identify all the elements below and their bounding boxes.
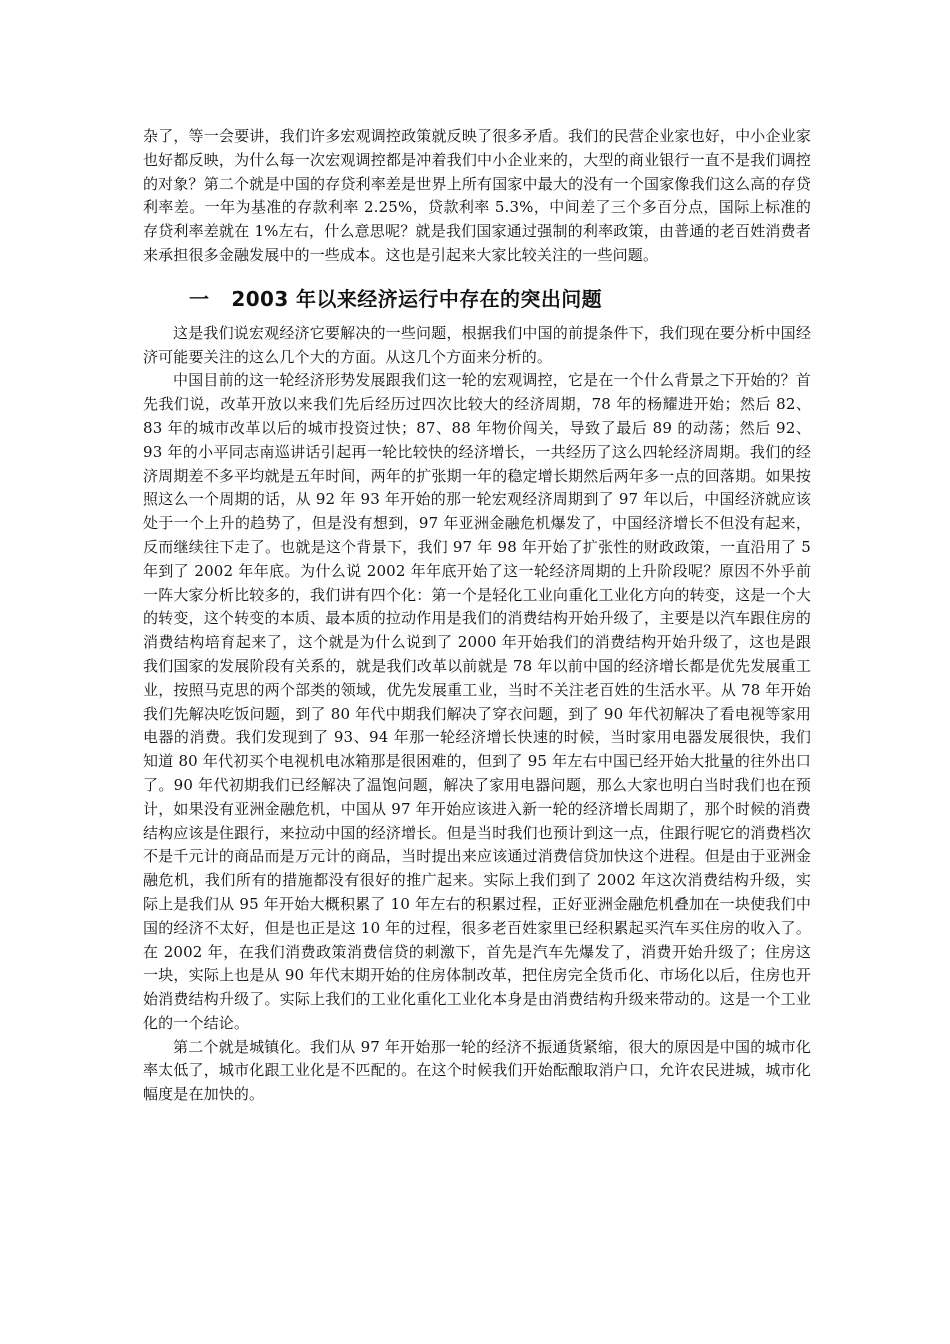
document-body xyxy=(143,125,811,1107)
section-heading xyxy=(189,284,811,314)
body-paragraph-urbanization: 第二个就是城镇化。我们从 97 年开始那一轮的经济不振通货紧缩，很大的原因是中国的城市化率太低了，城市化跟工业化是不匹配的。在这个时候我们开始酝酿取消户口，允许农民进城，城市化幅度是在加快的。 xyxy=(143,1037,811,1104)
body-paragraph-intro: 杂了，等一会要讲，我们许多宏观调控政策就反映了很多矛盾。我们的民营企业家也好，中小企业家也好都反映，为什么每一次宏观调控都是冲着我们中小企业来的，大型的商业银行一直不是我们调控的对象？第二个就是中国的存贷利率差是世界上所有国家中最大的没有一个国家像我们这么高的存贷利率差。一年为基准的存款利率 2.25%，贷款利率 5.3%，中间差了三个多百分点，国际上标准的存贷利率差就在 1%左右，什么意思呢？就是我们国家通过强制的利率政策，由普通的老百姓消费者来承担很多金融发展中的一些成本。这也是引起来大家比较关注的一些问题。 xyxy=(143,127,811,264)
body-paragraph-overview: 这是我们说宏观经济它要解决的一些问题，根据我们中国的前提条件下，我们现在要分析中国经济可能要关注的这么几个大的方面。从这几个方面来分析的。 xyxy=(143,323,811,366)
section-title: 2003 年以来经济运行中存在的突出问题 xyxy=(231,286,603,311)
section-number: 一 xyxy=(189,286,210,311)
body-paragraph-background: 中国目前的这一轮经济形势发展跟我们这一轮的宏观调控，它是在一个什么背景之下开始的？首先我们说，改革开放以来我们先后经历过四次比较大的经济周期，78 年的杨耀进开始；然后 82、83 年的城市改革以后的城市投资过快；87、88 年物价闯关，导致了最后 89 的动荡；然后 92、93 年的小平同志南巡讲话引起再一轮比较快的经济增长，一共经历了这么四轮经济周期。我们的经济周期差不多平均就是五年时间，两年的扩张期一年的稳定增长期然后两年多一点的回落期。如果按照这么一个周期的话，从 92 年 93 年开始的那一轮宏观经济周期到了 97 年以后，中国经济就应该处于一个上升的趋势了，但是没有想到，97 年亚洲金融危机爆发了，中国经济增长不但没有起来，反而继续往下走了。也就是这个背景下，我们 97 年 98 年开始了扩张性的财政政策，一直沿用了 5 年到了 2002 年年底。为什么说 2002 年年底开始了这一轮经济周期的上升阶段呢？原因不外乎前一阵大家分析比较多的，我们讲有四个化：第一个是轻化工业向重化工业化方向的转变，这是一个大的转变，这个转变的本质、最本质的拉动作用是我们的消费结构开始升级了，主要是以汽车跟住房的消费结构培育起来了，这个就是为什么说到了 2000 年开始我们的消费结构开始升级了，这也是跟我们国家的发展阶段有关系的，就是我们改革以前就是 78 年以前中国的经济增长都是优先发展重工业，按照马克思的两个部类的领域，优先发展重工业，当时不关注老百姓的生活水平。从 78 年开始我们先解决吃饭问题，到了 80 年代中期我们解决了穿衣问题，到了 90 年代初解决了看电视等家用电器的消费。我们发现到了 93、94 年那一轮经济增长快速的时候，当时家用电器发展很快，我们知道 80 年代初买个电视机电冰箱那是很困难的，但到了 95 年左右中国已经开始大批量的往外出口了。90 年代初期我们已经解决了温饱问题，解决了家用电器问题，那么大家也明白当时我们也在预计，如果没有亚洲金融危机，中国从 97 年开始应该进入新一轮的经济增长周期了，那个时候的消费结构应该是住跟行，来拉动中国的经济增长。但是当时我们也预计到这一点，住跟行呢它的消费档次不是千元计的商品而是万元计的商品，当时提出来应该通过消费信贷加快这个进程。但是由于亚洲金融危机，我们所有的措施都没有很好的推广起来。实际上我们到了 2002 年这次消费结构升级，实际上是我们从 95 年开始大概积累了 10 年左右的积累过程，正好亚洲金融危机叠加在一块使我们中国的经济不太好，但是也正是这 10 年的过程，很多老百姓家里已经积累起买汽车买住房的收入了。在 2002 年，在我们消费政策消费信贷的刺激下，首先是汽车先爆发了，消费开始升级了；住房这一块，实际上也是从 90 年代末期开始的住房体制改革，把住房完全货币化、市场化以后，住房也开始消费结构升级了。实际上我们的工业化重化工业化本身是由消费结构升级来带动的。这是一个工业化的一个结论。 xyxy=(143,371,811,1032)
